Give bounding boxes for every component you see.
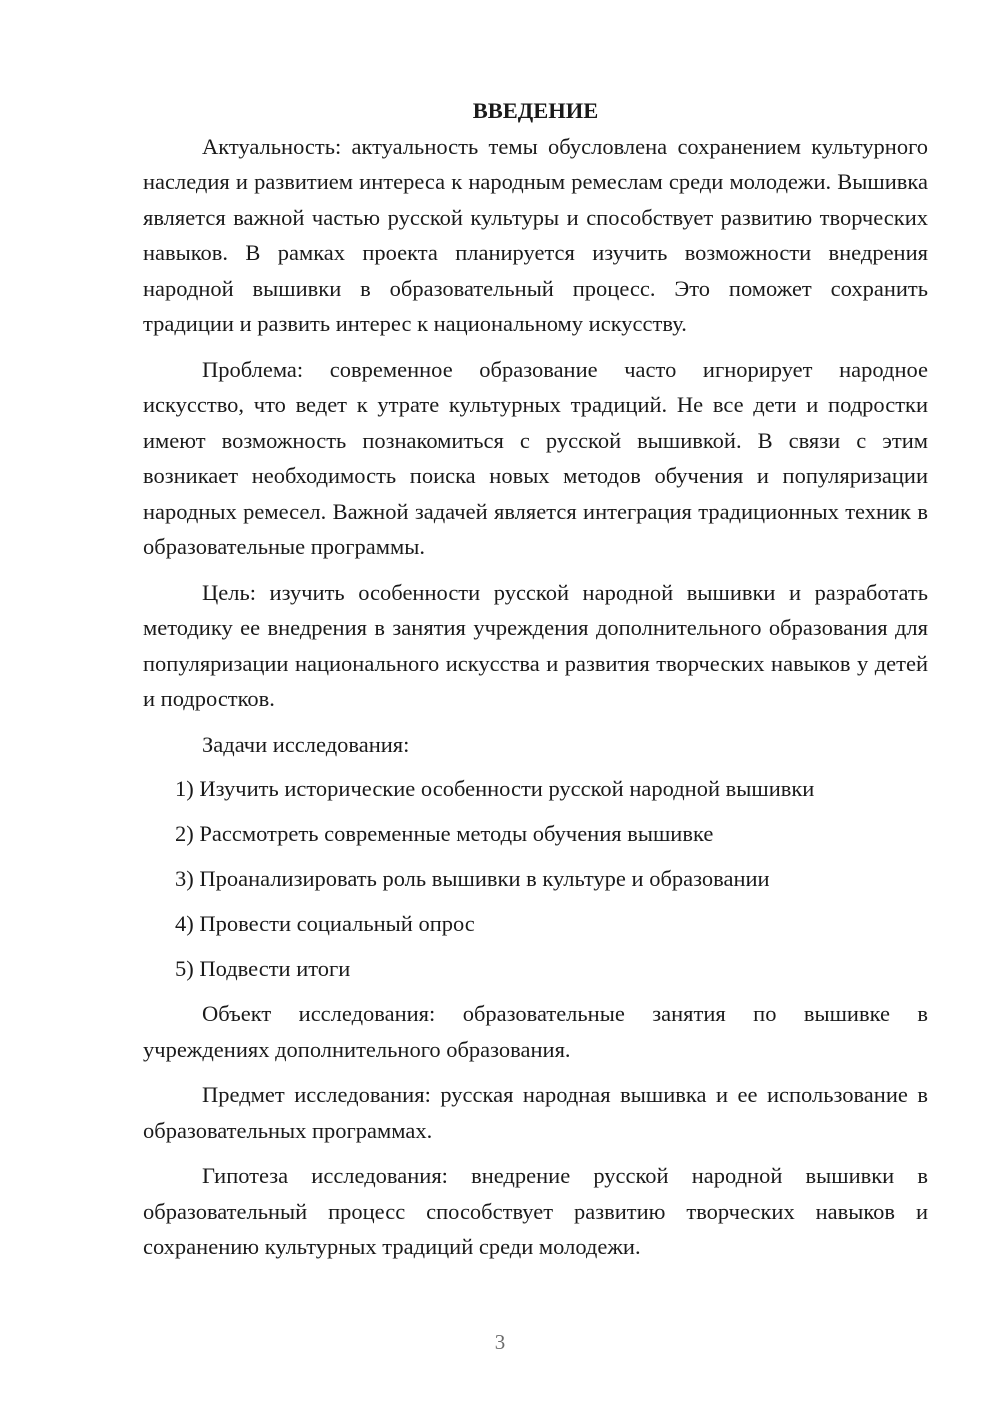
list-item: 1) Изучить исторические особенности русской народной вышивки <box>175 776 815 801</box>
list-item: 3) Проанализировать роль вышивки в культуре и образовании <box>175 866 770 891</box>
relevance-paragraph: Актуальность: актуальность темы обусловлена сохранением культурного наследия и развитием интереса к народным ремеслам среди молодежи. Вышивка является важной частью русской культуры и способствует развитию творческих навыков. В рамках проекта планируется изучить возможности внедрения народной вышивки в образовательный процесс. Это поможет сохранить традиции и развить интерес к национальному искусству. <box>143 133 928 336</box>
tasks-list <box>143 771 928 987</box>
problem-paragraph: Проблема: современное образование часто игнорирует народное искусство, что ведет к утрате культурных традиций. Не все дети и подростки имеют возможность познакомиться с русской вышивкой. В связи с этим возникает необходимость поиска новых методов обучения и популяризации народных ремесел. Важной задачей является интеграция традиционных техник в образовательные программы. <box>143 356 928 559</box>
hypothesis-paragraph: Гипотеза исследования: внедрение русской народной вышивки в образовательный процесс способствует развитию творческих навыков и сохранению культурных традиций среди молодежи. <box>143 1163 928 1259</box>
list-item: 4) Провести социальный опрос <box>175 911 475 936</box>
list-item: 5) Подвести итоги <box>175 956 351 981</box>
page-title: ВВЕДЕНИЕ <box>472 98 599 123</box>
document-body <box>143 93 928 1265</box>
tasks-heading: Задачи исследования: <box>202 731 410 757</box>
object-paragraph: Объект исследования: образовательные занятия по вышивке в учреждениях дополнительного образования. <box>143 1001 928 1062</box>
list-item: 2) Рассмотреть современные методы обучения вышивке <box>175 821 714 846</box>
subject-paragraph: Предмет исследования: русская народная вышивка и ее использование в образовательных программах. <box>143 1082 928 1143</box>
page-number: 3 <box>494 1330 506 1354</box>
goal-paragraph: Цель: изучить особенности русской народной вышивки и разработать методику ее внедрения в занятия учреждения дополнительного образования для популяризации национального искусства и развития творческих навыков у детей и подростков. <box>143 579 928 711</box>
